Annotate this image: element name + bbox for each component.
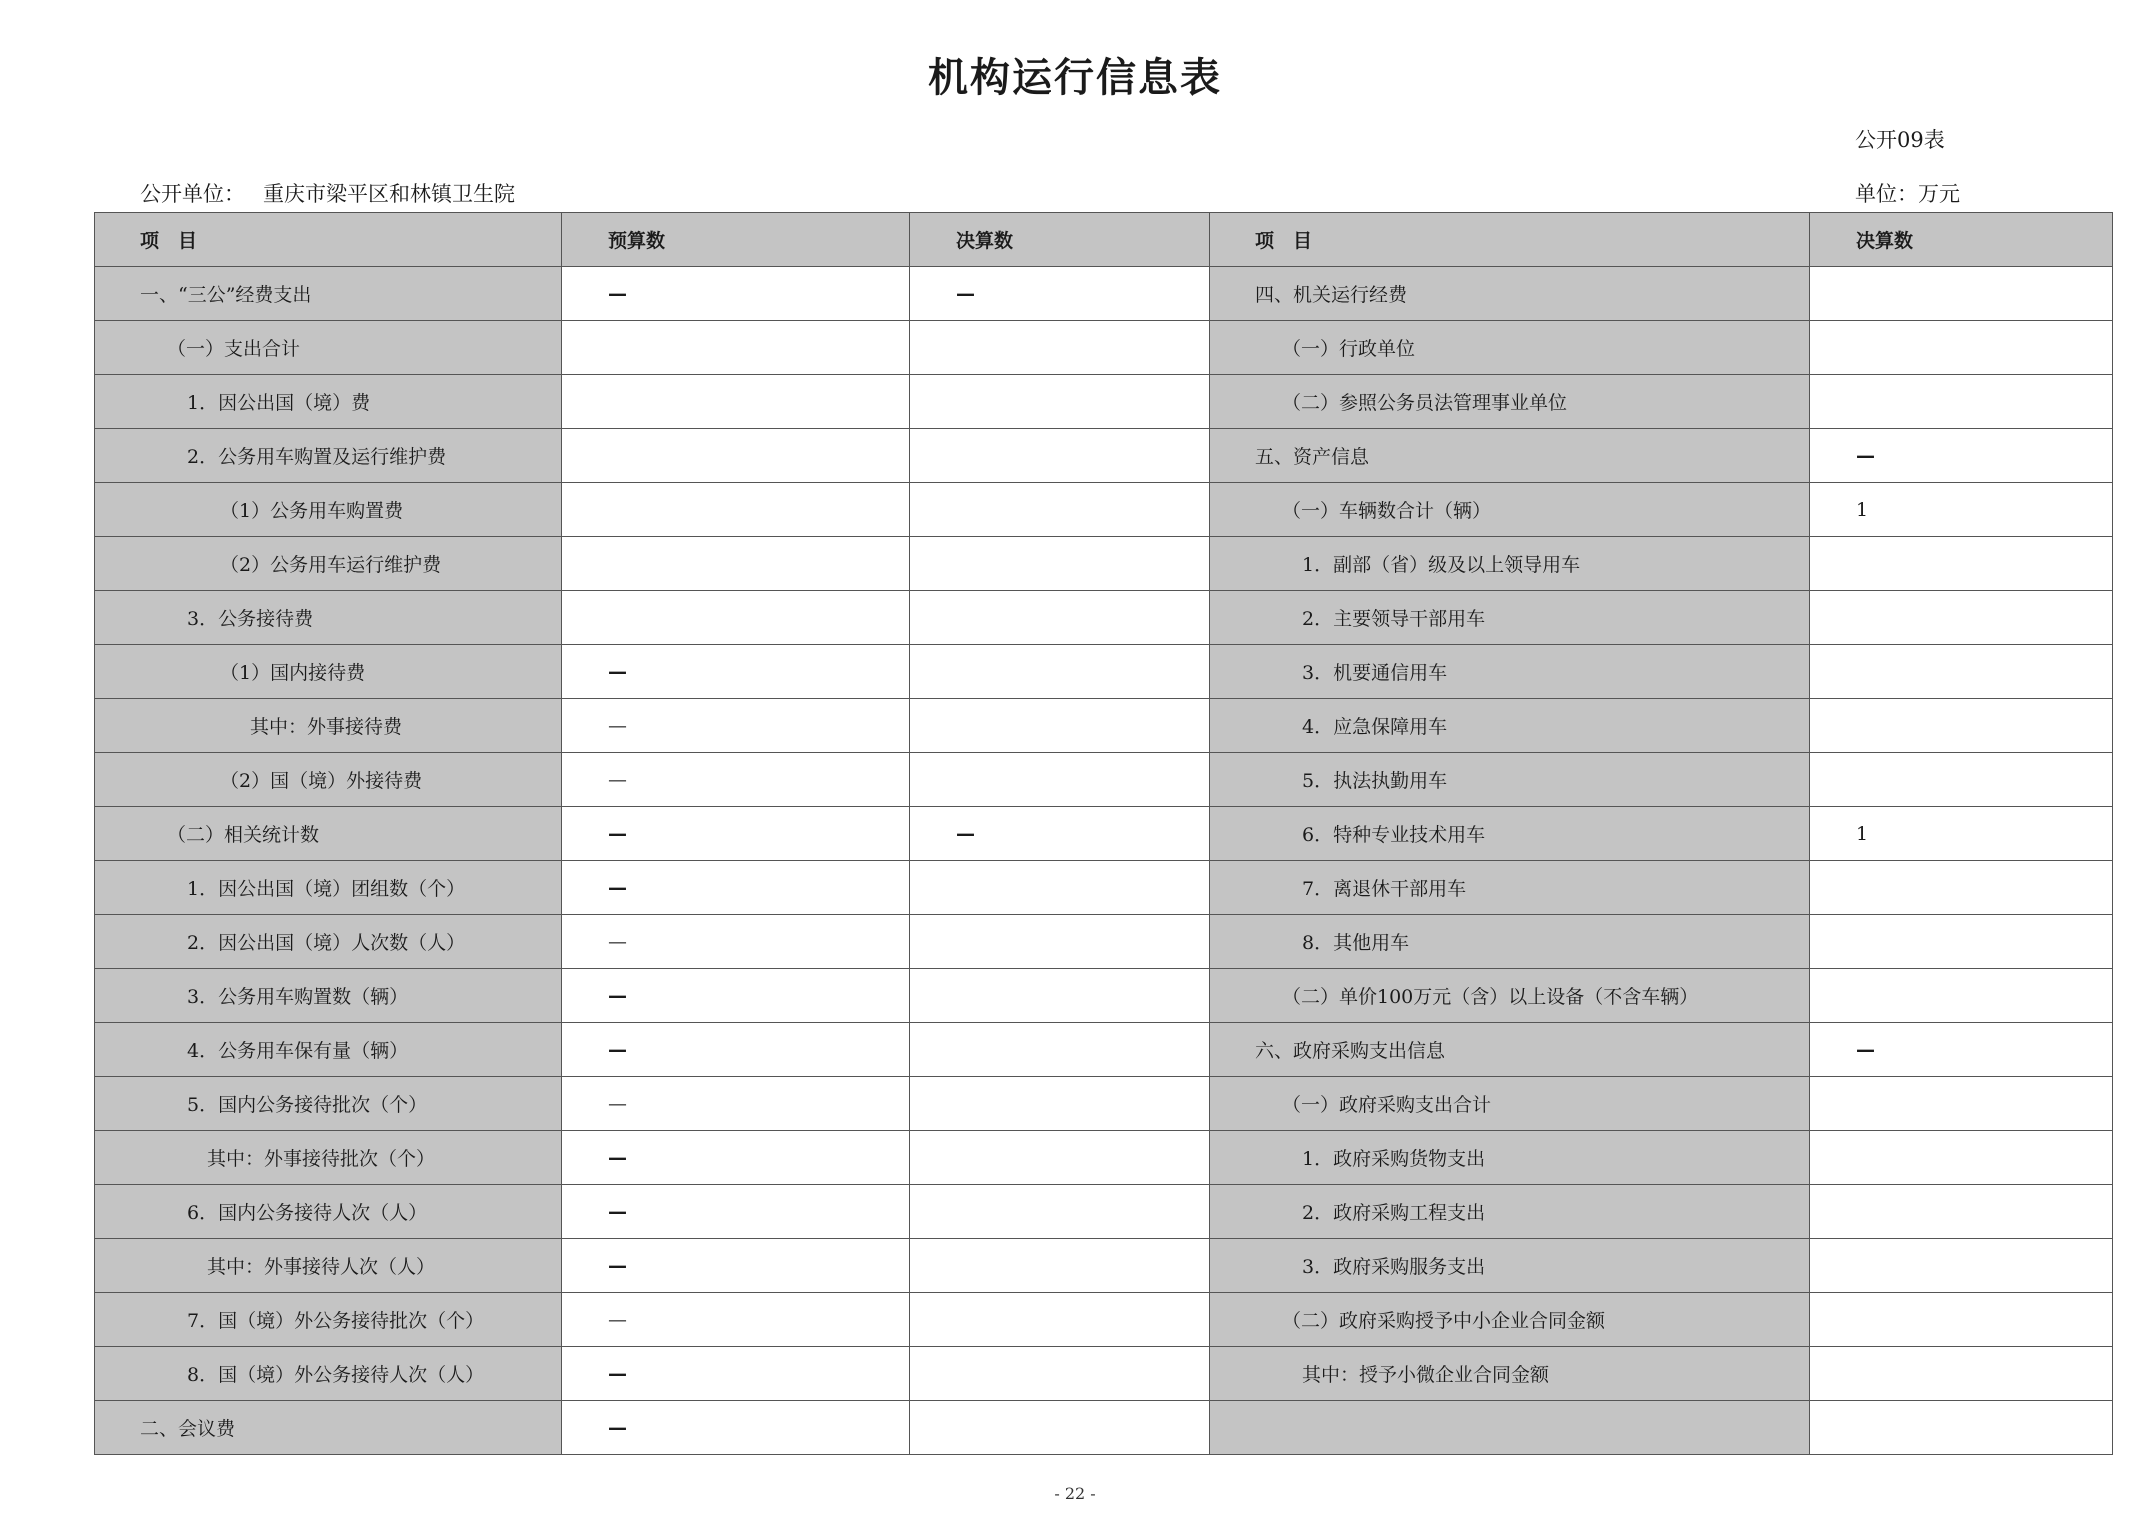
final-right-cell	[1810, 1131, 2113, 1185]
final-right-cell	[1810, 645, 2113, 699]
header-item-right: 项 目	[1210, 213, 1810, 267]
item-left-cell: 2．因公出国（境）人次数（人）	[95, 915, 562, 969]
item-left-cell: （2）国（境）外接待费	[95, 753, 562, 807]
unit-name: 重庆市梁平区和林镇卫生院	[263, 182, 515, 206]
table-row	[95, 1239, 2113, 1293]
final-left-cell	[910, 375, 1210, 429]
final-left-cell	[910, 753, 1210, 807]
item-right-cell: 8．其他用车	[1210, 915, 1810, 969]
item-right-cell: 4．应急保障用车	[1210, 699, 1810, 753]
final-left-cell	[910, 645, 1210, 699]
final-right-cell: —	[1810, 429, 2113, 483]
budget-cell	[562, 321, 910, 375]
header-item-left: 项 目	[95, 213, 562, 267]
final-right-cell	[1810, 969, 2113, 1023]
item-right-cell: 2．政府采购工程支出	[1210, 1185, 1810, 1239]
budget-cell: —	[562, 1347, 910, 1401]
page-number: - 22 -	[1054, 1484, 1096, 1503]
budget-cell: —	[562, 1293, 910, 1347]
final-right-cell	[1810, 1185, 2113, 1239]
final-left-cell	[910, 591, 1210, 645]
item-left-cell: （2）公务用车运行维护费	[95, 537, 562, 591]
item-left-cell: （1）公务用车购置费	[95, 483, 562, 537]
item-right-cell: 1．政府采购货物支出	[1210, 1131, 1810, 1185]
table-row	[95, 1131, 2113, 1185]
item-right-cell: 3．政府采购服务支出	[1210, 1239, 1810, 1293]
budget-cell: —	[562, 1239, 910, 1293]
final-right-cell	[1810, 861, 2113, 915]
table-row	[95, 1077, 2113, 1131]
final-left-cell	[910, 429, 1210, 483]
item-left-cell: （一）支出合计	[95, 321, 562, 375]
final-left-cell	[910, 969, 1210, 1023]
table-row	[95, 1347, 2113, 1401]
final-right-cell: —	[1810, 1023, 2113, 1077]
final-right-cell: 1	[1810, 807, 2113, 861]
final-right-cell	[1810, 1347, 2113, 1401]
final-right-cell	[1810, 915, 2113, 969]
table-row	[95, 267, 2113, 321]
final-left-cell	[910, 483, 1210, 537]
final-right-cell	[1810, 699, 2113, 753]
table-row	[95, 429, 2113, 483]
item-left-cell: 其中：外事接待人次（人）	[95, 1239, 562, 1293]
item-right-cell: 7．离退休干部用车	[1210, 861, 1810, 915]
header-final-right: 决算数	[1810, 213, 2113, 267]
item-left-cell: 一、“三公”经费支出	[95, 267, 562, 321]
item-left-cell: （1）国内接待费	[95, 645, 562, 699]
final-right-cell: 1	[1810, 483, 2113, 537]
item-right-cell: （一）车辆数合计（辆）	[1210, 483, 1810, 537]
budget-cell: —	[562, 1401, 910, 1455]
budget-cell: —	[562, 645, 910, 699]
budget-cell	[562, 429, 910, 483]
final-left-cell	[910, 1347, 1210, 1401]
unit-label: 公开单位：	[140, 182, 245, 206]
budget-cell: —	[562, 699, 910, 753]
table-row	[95, 375, 2113, 429]
budget-cell: —	[562, 861, 910, 915]
final-left-cell	[910, 1131, 1210, 1185]
item-left-cell: 其中：外事接待批次（个）	[95, 1131, 562, 1185]
table-row	[95, 861, 2113, 915]
final-left-cell	[910, 1077, 1210, 1131]
final-left-cell	[910, 1239, 1210, 1293]
final-right-cell	[1810, 1077, 2113, 1131]
table-row	[95, 753, 2113, 807]
item-right-cell: （一）政府采购支出合计	[1210, 1077, 1810, 1131]
item-right-cell: （二）政府采购授予中小企业合同金额	[1210, 1293, 1810, 1347]
final-left-cell	[910, 915, 1210, 969]
final-left-cell	[910, 321, 1210, 375]
item-left-cell: 8．国（境）外公务接待人次（人）	[95, 1347, 562, 1401]
budget-cell	[562, 375, 910, 429]
final-left-cell	[910, 537, 1210, 591]
item-right-cell: （二）参照公务员法管理事业单位	[1210, 375, 1810, 429]
item-left-cell: （二）相关统计数	[95, 807, 562, 861]
final-right-cell	[1810, 1401, 2113, 1455]
table-row	[95, 591, 2113, 645]
final-left-cell	[910, 1401, 1210, 1455]
header-final-left: 决算数	[910, 213, 1210, 267]
item-left-cell: 3．公务用车购置数（辆）	[95, 969, 562, 1023]
budget-cell	[562, 537, 910, 591]
final-right-cell	[1810, 321, 2113, 375]
table-row	[95, 321, 2113, 375]
item-right-cell: 1．副部（省）级及以上领导用车	[1210, 537, 1810, 591]
final-right-cell	[1810, 1293, 2113, 1347]
final-left-cell: —	[910, 267, 1210, 321]
item-right-cell: 2．主要领导干部用车	[1210, 591, 1810, 645]
item-left-cell: 4．公务用车保有量（辆）	[95, 1023, 562, 1077]
final-left-cell	[910, 861, 1210, 915]
item-left-cell: 6．国内公务接待人次（人）	[95, 1185, 562, 1239]
final-right-cell	[1810, 537, 2113, 591]
final-left-cell	[910, 1293, 1210, 1347]
table-row	[95, 1293, 2113, 1347]
currency-unit: 单位：万元	[1855, 182, 1960, 206]
item-right-cell: 3．机要通信用车	[1210, 645, 1810, 699]
item-right-cell: 5．执法执勤用车	[1210, 753, 1810, 807]
table-row	[95, 1401, 2113, 1455]
item-right-cell: （二）单价100万元（含）以上设备（不含车辆）	[1210, 969, 1810, 1023]
table-row	[95, 1185, 2113, 1239]
final-left-cell	[910, 1023, 1210, 1077]
table-row	[95, 807, 2113, 861]
item-left-cell: 其中：外事接待费	[95, 699, 562, 753]
header-row	[95, 213, 2113, 267]
budget-cell: —	[562, 969, 910, 1023]
item-left-cell: 1．因公出国（境）费	[95, 375, 562, 429]
budget-cell	[562, 591, 910, 645]
item-right-cell	[1210, 1401, 1810, 1455]
table-row	[95, 537, 2113, 591]
item-left-cell: 5．国内公务接待批次（个）	[95, 1077, 562, 1131]
final-left-cell	[910, 1185, 1210, 1239]
item-left-cell: 2．公务用车购置及运行维护费	[95, 429, 562, 483]
table-row	[95, 1023, 2113, 1077]
final-left-cell	[910, 699, 1210, 753]
final-left-cell: —	[910, 807, 1210, 861]
table-row	[95, 699, 2113, 753]
item-right-cell: 其中：授予小微企业合同金额	[1210, 1347, 1810, 1401]
item-left-cell: 1．因公出国（境）团组数（个）	[95, 861, 562, 915]
item-left-cell: 二、会议费	[95, 1401, 562, 1455]
item-right-cell: 五、资产信息	[1210, 429, 1810, 483]
final-right-cell	[1810, 375, 2113, 429]
item-right-cell: （一）行政单位	[1210, 321, 1810, 375]
publishing-unit	[140, 178, 533, 208]
item-left-cell: 7．国（境）外公务接待批次（个）	[95, 1293, 562, 1347]
table-row	[95, 645, 2113, 699]
table-row	[95, 915, 2113, 969]
final-right-cell	[1810, 267, 2113, 321]
budget-cell: —	[562, 753, 910, 807]
budget-cell: —	[562, 915, 910, 969]
table-row	[95, 969, 2113, 1023]
page-title: 机构运行信息表	[928, 55, 1222, 101]
header-budget: 预算数	[562, 213, 910, 267]
budget-cell: —	[562, 267, 910, 321]
budget-cell: —	[562, 1077, 910, 1131]
budget-cell: —	[562, 1185, 910, 1239]
item-right-cell: 6．特种专业技术用车	[1210, 807, 1810, 861]
budget-cell: —	[562, 1131, 910, 1185]
form-number: 公开09表	[1855, 128, 1945, 152]
final-right-cell	[1810, 1239, 2113, 1293]
budget-cell	[562, 483, 910, 537]
item-left-cell: 3．公务接待费	[95, 591, 562, 645]
item-right-cell: 四、机关运行经费	[1210, 267, 1810, 321]
final-right-cell	[1810, 591, 2113, 645]
item-right-cell: 六、政府采购支出信息	[1210, 1023, 1810, 1077]
budget-cell: —	[562, 1023, 910, 1077]
final-right-cell	[1810, 753, 2113, 807]
budget-cell: —	[562, 807, 910, 861]
info-table	[94, 212, 2113, 1455]
table-row	[95, 483, 2113, 537]
